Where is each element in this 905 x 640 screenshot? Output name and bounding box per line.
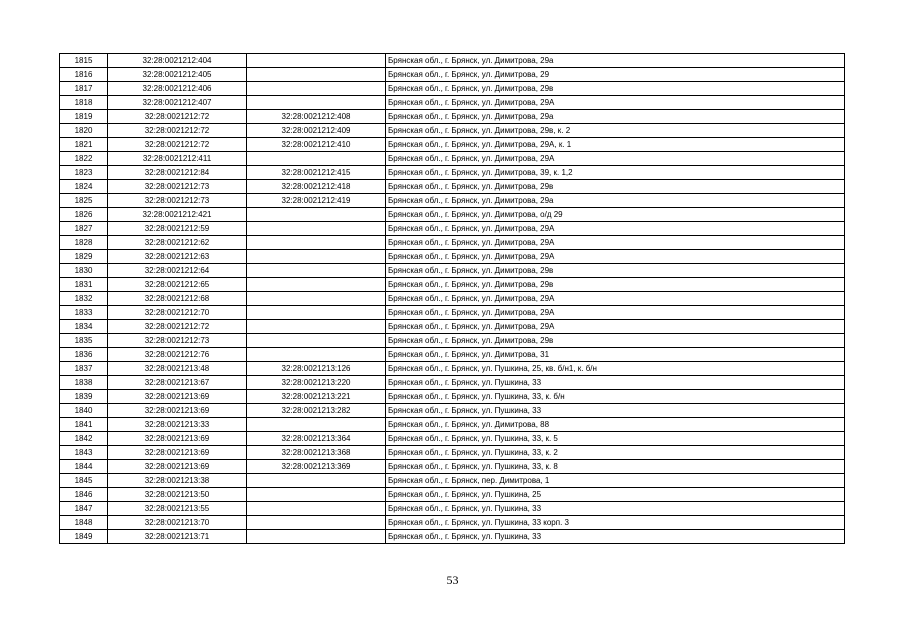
address-cell: Брянская обл., г. Брянск, ул. Димитрова, 29а bbox=[386, 54, 845, 68]
cadastral-number-cell: 32:28:0021212:59 bbox=[108, 222, 247, 236]
address-cell: Брянская обл., г. Брянск, ул. Пушкина, 25, кв. б/н1, к. б/н bbox=[386, 362, 845, 376]
sub-cadastral-number-cell: 32:28:0021213:368 bbox=[247, 446, 386, 460]
cadastral-number-cell: 32:28:0021213:33 bbox=[108, 418, 247, 432]
sub-cadastral-number-cell bbox=[247, 264, 386, 278]
table-row bbox=[60, 110, 845, 124]
cadastral-number-cell: 32:28:0021212:65 bbox=[108, 278, 247, 292]
table-row bbox=[60, 194, 845, 208]
sub-cadastral-number-cell bbox=[247, 474, 386, 488]
table-row bbox=[60, 418, 845, 432]
cadastral-number-cell: 32:28:0021212:406 bbox=[108, 82, 247, 96]
sub-cadastral-number-cell bbox=[247, 68, 386, 82]
table-row bbox=[60, 180, 845, 194]
address-cell: Брянская обл., г. Брянск, ул. Димитрова, 29А bbox=[386, 222, 845, 236]
row-number-cell: 1826 bbox=[60, 208, 108, 222]
address-cell: Брянская обл., г. Брянск, ул. Пушкина, 25 bbox=[386, 488, 845, 502]
sub-cadastral-number-cell bbox=[247, 488, 386, 502]
sub-cadastral-number-cell bbox=[247, 530, 386, 544]
table-row bbox=[60, 446, 845, 460]
address-cell: Брянская обл., г. Брянск, ул. Димитрова, 29А bbox=[386, 306, 845, 320]
table-row bbox=[60, 516, 845, 530]
sub-cadastral-number-cell bbox=[247, 208, 386, 222]
row-number-cell: 1849 bbox=[60, 530, 108, 544]
cadastral-number-cell: 32:28:0021212:73 bbox=[108, 334, 247, 348]
row-number-cell: 1818 bbox=[60, 96, 108, 110]
sub-cadastral-number-cell: 32:28:0021213:364 bbox=[247, 432, 386, 446]
cadastral-number-cell: 32:28:0021213:67 bbox=[108, 376, 247, 390]
row-number-cell: 1817 bbox=[60, 82, 108, 96]
row-number-cell: 1833 bbox=[60, 306, 108, 320]
sub-cadastral-number-cell: 32:28:0021213:220 bbox=[247, 376, 386, 390]
table-row bbox=[60, 236, 845, 250]
table-row bbox=[60, 320, 845, 334]
table-row bbox=[60, 432, 845, 446]
address-cell: Брянская обл., г. Брянск, ул. Пушкина, 33, к. 2 bbox=[386, 446, 845, 460]
cadastral-number-cell: 32:28:0021213:69 bbox=[108, 404, 247, 418]
table-row bbox=[60, 502, 845, 516]
page-number: 53 bbox=[446, 573, 459, 587]
address-cell: Брянская обл., г. Брянск, пер. Димитрова, 1 bbox=[386, 474, 845, 488]
sub-cadastral-number-cell bbox=[247, 516, 386, 530]
table-row bbox=[60, 152, 845, 166]
sub-cadastral-number-cell bbox=[247, 320, 386, 334]
address-cell: Брянская обл., г. Брянск, ул. Димитрова, 29А bbox=[386, 96, 845, 110]
row-number-cell: 1834 bbox=[60, 320, 108, 334]
address-cell: Брянская обл., г. Брянск, ул. Пушкина, 33, к. б/н bbox=[386, 390, 845, 404]
sub-cadastral-number-cell: 32:28:0021212:408 bbox=[247, 110, 386, 124]
cadastral-number-cell: 32:28:0021212:421 bbox=[108, 208, 247, 222]
cadastral-table bbox=[59, 53, 845, 544]
address-cell: Брянская обл., г. Брянск, ул. Димитрова, 39, к. 1,2 bbox=[386, 166, 845, 180]
table-row bbox=[60, 222, 845, 236]
table-row bbox=[60, 474, 845, 488]
table-row bbox=[60, 208, 845, 222]
table-row bbox=[60, 166, 845, 180]
table-row bbox=[60, 404, 845, 418]
sub-cadastral-number-cell: 32:28:0021212:410 bbox=[247, 138, 386, 152]
address-cell: Брянская обл., г. Брянск, ул. Димитрова, 29А bbox=[386, 152, 845, 166]
row-number-cell: 1825 bbox=[60, 194, 108, 208]
row-number-cell: 1831 bbox=[60, 278, 108, 292]
cadastral-number-cell: 32:28:0021212:73 bbox=[108, 194, 247, 208]
address-cell: Брянская обл., г. Брянск, ул. Димитрова, 29а bbox=[386, 194, 845, 208]
address-cell: Брянская обл., г. Брянск, ул. Димитрова, 29А, к. 1 bbox=[386, 138, 845, 152]
cadastral-number-cell: 32:28:0021212:76 bbox=[108, 348, 247, 362]
table-row bbox=[60, 138, 845, 152]
cadastral-number-cell: 32:28:0021213:48 bbox=[108, 362, 247, 376]
cadastral-number-cell: 32:28:0021212:72 bbox=[108, 138, 247, 152]
sub-cadastral-number-cell: 32:28:0021213:369 bbox=[247, 460, 386, 474]
row-number-cell: 1824 bbox=[60, 180, 108, 194]
sub-cadastral-number-cell bbox=[247, 292, 386, 306]
row-number-cell: 1837 bbox=[60, 362, 108, 376]
row-number-cell: 1820 bbox=[60, 124, 108, 138]
table-row bbox=[60, 250, 845, 264]
address-cell: Брянская обл., г. Брянск, ул. Пушкина, 33 bbox=[386, 530, 845, 544]
row-number-cell: 1828 bbox=[60, 236, 108, 250]
sub-cadastral-number-cell bbox=[247, 236, 386, 250]
row-number-cell: 1822 bbox=[60, 152, 108, 166]
cadastral-number-cell: 32:28:0021213:50 bbox=[108, 488, 247, 502]
row-number-cell: 1842 bbox=[60, 432, 108, 446]
address-cell: Брянская обл., г. Брянск, ул. Димитрова, 29в bbox=[386, 82, 845, 96]
row-number-cell: 1839 bbox=[60, 390, 108, 404]
table-row bbox=[60, 460, 845, 474]
sub-cadastral-number-cell bbox=[247, 348, 386, 362]
cadastral-number-cell: 32:28:0021213:69 bbox=[108, 390, 247, 404]
sub-cadastral-number-cell: 32:28:0021212:419 bbox=[247, 194, 386, 208]
row-number-cell: 1836 bbox=[60, 348, 108, 362]
table-row bbox=[60, 278, 845, 292]
sub-cadastral-number-cell: 32:28:0021213:282 bbox=[247, 404, 386, 418]
sub-cadastral-number-cell bbox=[247, 278, 386, 292]
table-row bbox=[60, 376, 845, 390]
cadastral-number-cell: 32:28:0021212:63 bbox=[108, 250, 247, 264]
cadastral-number-cell: 32:28:0021213:70 bbox=[108, 516, 247, 530]
cadastral-number-cell: 32:28:0021212:405 bbox=[108, 68, 247, 82]
table-body bbox=[60, 54, 845, 544]
sub-cadastral-number-cell: 32:28:0021212:418 bbox=[247, 180, 386, 194]
row-number-cell: 1815 bbox=[60, 54, 108, 68]
row-number-cell: 1843 bbox=[60, 446, 108, 460]
cadastral-number-cell: 32:28:0021212:84 bbox=[108, 166, 247, 180]
address-cell: Брянская обл., г. Брянск, ул. Димитрова, 31 bbox=[386, 348, 845, 362]
cadastral-number-cell: 32:28:0021212:72 bbox=[108, 124, 247, 138]
table-row bbox=[60, 54, 845, 68]
cadastral-number-cell: 32:28:0021212:411 bbox=[108, 152, 247, 166]
table-row bbox=[60, 334, 845, 348]
address-cell: Брянская обл., г. Брянск, ул. Димитрова, 29в bbox=[386, 278, 845, 292]
address-cell: Брянская обл., г. Брянск, ул. Пушкина, 33 bbox=[386, 404, 845, 418]
cadastral-number-cell: 32:28:0021212:407 bbox=[108, 96, 247, 110]
row-number-cell: 1816 bbox=[60, 68, 108, 82]
row-number-cell: 1830 bbox=[60, 264, 108, 278]
table-row bbox=[60, 488, 845, 502]
row-number-cell: 1848 bbox=[60, 516, 108, 530]
sub-cadastral-number-cell bbox=[247, 54, 386, 68]
address-cell: Брянская обл., г. Брянск, ул. Димитрова, 29А bbox=[386, 250, 845, 264]
table-row bbox=[60, 292, 845, 306]
row-number-cell: 1827 bbox=[60, 222, 108, 236]
cadastral-number-cell: 32:28:0021213:69 bbox=[108, 460, 247, 474]
table-row bbox=[60, 348, 845, 362]
address-cell: Брянская обл., г. Брянск, ул. Димитрова, 29в, к. 2 bbox=[386, 124, 845, 138]
row-number-cell: 1841 bbox=[60, 418, 108, 432]
cadastral-number-cell: 32:28:0021213:38 bbox=[108, 474, 247, 488]
address-cell: Брянская обл., г. Брянск, ул. Пушкина, 33 корп. 3 bbox=[386, 516, 845, 530]
row-number-cell: 1846 bbox=[60, 488, 108, 502]
sub-cadastral-number-cell bbox=[247, 96, 386, 110]
address-cell: Брянская обл., г. Брянск, ул. Димитрова, 29в bbox=[386, 180, 845, 194]
address-cell: Брянская обл., г. Брянск, ул. Пушкина, 33 bbox=[386, 376, 845, 390]
row-number-cell: 1819 bbox=[60, 110, 108, 124]
table-row bbox=[60, 82, 845, 96]
table-row bbox=[60, 96, 845, 110]
sub-cadastral-number-cell bbox=[247, 82, 386, 96]
sub-cadastral-number-cell bbox=[247, 250, 386, 264]
row-number-cell: 1821 bbox=[60, 138, 108, 152]
row-number-cell: 1847 bbox=[60, 502, 108, 516]
sub-cadastral-number-cell: 32:28:0021213:126 bbox=[247, 362, 386, 376]
cadastral-number-cell: 32:28:0021212:68 bbox=[108, 292, 247, 306]
cadastral-number-cell: 32:28:0021213:69 bbox=[108, 446, 247, 460]
table-row bbox=[60, 390, 845, 404]
address-cell: Брянская обл., г. Брянск, ул. Димитрова, 29а bbox=[386, 110, 845, 124]
sub-cadastral-number-cell: 32:28:0021212:409 bbox=[247, 124, 386, 138]
cadastral-number-cell: 32:28:0021212:70 bbox=[108, 306, 247, 320]
address-cell: Брянская обл., г. Брянск, ул. Димитрова, 29А bbox=[386, 320, 845, 334]
cadastral-number-cell: 32:28:0021212:404 bbox=[108, 54, 247, 68]
cadastral-number-cell: 32:28:0021213:55 bbox=[108, 502, 247, 516]
address-cell: Брянская обл., г. Брянск, ул. Пушкина, 33, к. 8 bbox=[386, 460, 845, 474]
cadastral-number-cell: 32:28:0021213:71 bbox=[108, 530, 247, 544]
table-row bbox=[60, 124, 845, 138]
table-row bbox=[60, 68, 845, 82]
cadastral-number-cell: 32:28:0021212:73 bbox=[108, 180, 247, 194]
address-cell: Брянская обл., г. Брянск, ул. Димитрова, 29в bbox=[386, 334, 845, 348]
table-row bbox=[60, 264, 845, 278]
address-cell: Брянская обл., г. Брянск, ул. Димитрова, 29в bbox=[386, 264, 845, 278]
sub-cadastral-number-cell bbox=[247, 306, 386, 320]
address-cell: Брянская обл., г. Брянск, ул. Димитрова, 29 bbox=[386, 68, 845, 82]
cadastral-number-cell: 32:28:0021212:62 bbox=[108, 236, 247, 250]
row-number-cell: 1823 bbox=[60, 166, 108, 180]
row-number-cell: 1845 bbox=[60, 474, 108, 488]
cadastral-number-cell: 32:28:0021212:64 bbox=[108, 264, 247, 278]
sub-cadastral-number-cell bbox=[247, 418, 386, 432]
sub-cadastral-number-cell bbox=[247, 334, 386, 348]
address-cell: Брянская обл., г. Брянск, ул. Димитрова, 88 bbox=[386, 418, 845, 432]
sub-cadastral-number-cell bbox=[247, 502, 386, 516]
row-number-cell: 1838 bbox=[60, 376, 108, 390]
sub-cadastral-number-cell: 32:28:0021212:415 bbox=[247, 166, 386, 180]
table-row bbox=[60, 306, 845, 320]
row-number-cell: 1835 bbox=[60, 334, 108, 348]
row-number-cell: 1844 bbox=[60, 460, 108, 474]
row-number-cell: 1832 bbox=[60, 292, 108, 306]
sub-cadastral-number-cell: 32:28:0021213:221 bbox=[247, 390, 386, 404]
address-cell: Брянская обл., г. Брянск, ул. Димитрова, 29А bbox=[386, 236, 845, 250]
address-cell: Брянская обл., г. Брянск, ул. Димитрова, 29А bbox=[386, 292, 845, 306]
row-number-cell: 1840 bbox=[60, 404, 108, 418]
row-number-cell: 1829 bbox=[60, 250, 108, 264]
cadastral-number-cell: 32:28:0021212:72 bbox=[108, 320, 247, 334]
address-cell: Брянская обл., г. Брянск, ул. Димитрова, о/д 29 bbox=[386, 208, 845, 222]
address-cell: Брянская обл., г. Брянск, ул. Пушкина, 33 bbox=[386, 502, 845, 516]
cadastral-number-cell: 32:28:0021212:72 bbox=[108, 110, 247, 124]
sub-cadastral-number-cell bbox=[247, 222, 386, 236]
table-row bbox=[60, 530, 845, 544]
sub-cadastral-number-cell bbox=[247, 152, 386, 166]
cadastral-number-cell: 32:28:0021213:69 bbox=[108, 432, 247, 446]
address-cell: Брянская обл., г. Брянск, ул. Пушкина, 33, к. 5 bbox=[386, 432, 845, 446]
table-row bbox=[60, 362, 845, 376]
